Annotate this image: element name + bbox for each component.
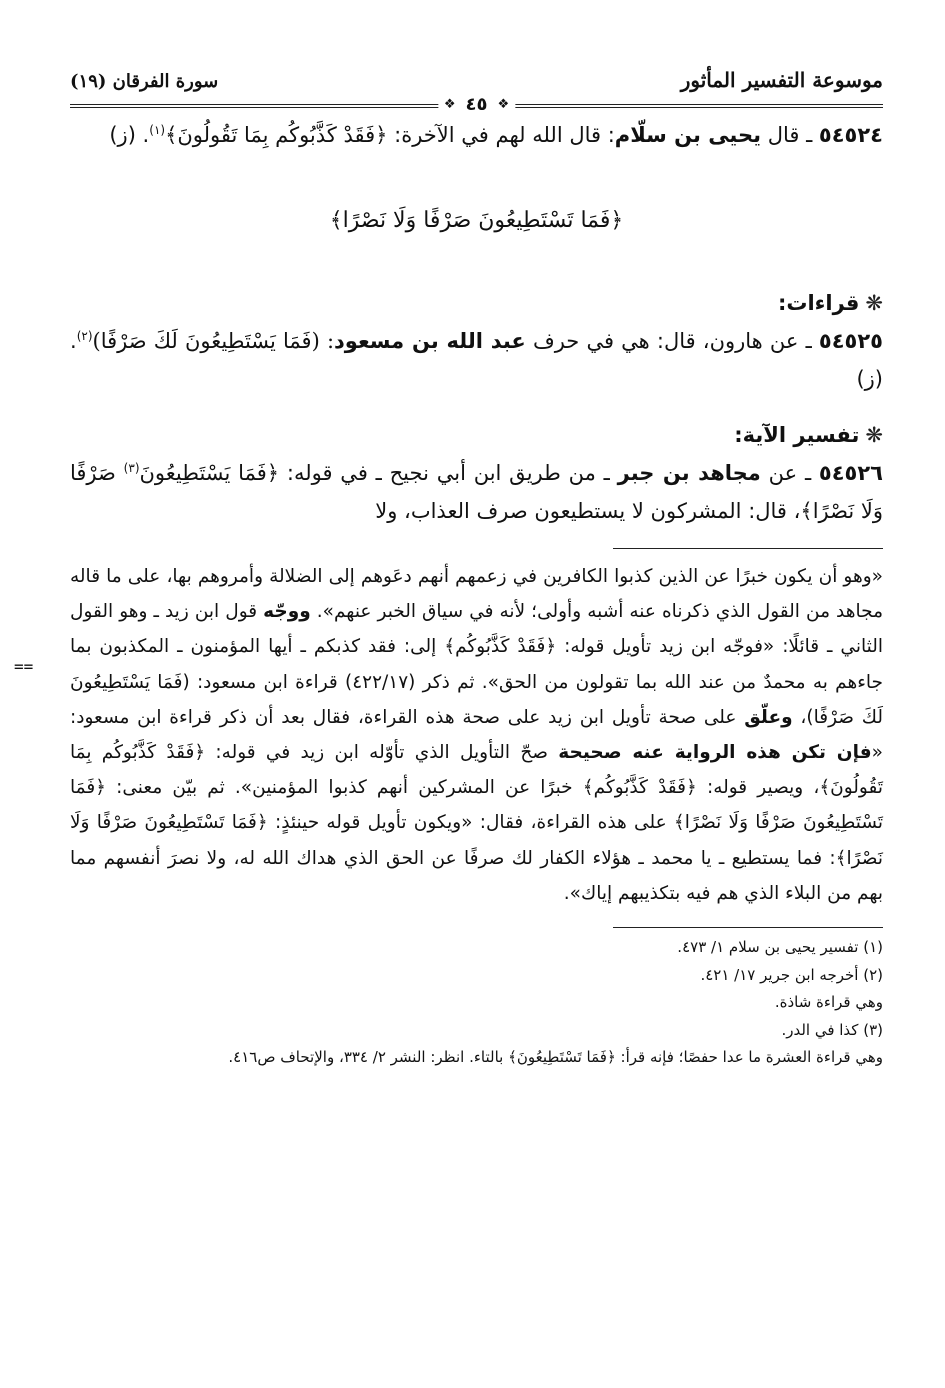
separator-line — [613, 548, 883, 549]
note-bold: وعلّق — [744, 706, 793, 728]
footnote: (٢) أخرجه ابن جرير ١٧/ ٤٢١. — [700, 965, 883, 984]
note-text: «وهو أن يكون خبرًا عن الذين كذبوا الكافرين في زعمهم أنهم دعَوهم إلى الضلالة وأمروهم بها، على ما قاله مجاهد من القول الذي ذكرناه عنه أشبه وأولى؛ لأنه في سياق الخبر عنهم». — [70, 566, 883, 623]
footnote: وهي قراءة شاذة. — [774, 993, 883, 1012]
entry-text: . (ز) — [109, 123, 150, 147]
heading-label: قراءات: — [777, 291, 860, 315]
flower-icon: ❋ — [865, 423, 883, 447]
separator-line — [613, 927, 883, 928]
note-bold: فإن تكن هذه الرواية عنه صحيحة — [558, 742, 872, 764]
entry-number: ٥٤٥٢٥ — [818, 329, 883, 353]
page-number: ٤٥ — [465, 94, 488, 115]
spacer — [70, 398, 883, 416]
entry-text: . (ز) — [70, 329, 883, 391]
entry-54524 — [70, 116, 883, 154]
quran-verse: صَرْفًا وَلَا نَصْرًا﴾ — [70, 461, 883, 523]
note-text: قول ابن زيد ـ وهو القول الثاني ـ قائلًا: «فوجّه ابن زيد تأويل قوله: ﴿فَقَدْ كَذَّبُوكُم﴾ إلى: فقد كذبكم ـ أيها المؤمنون ـ المكذبون بما جاءهم به محمدٌ من عند الله بما تقولون من الحق». ثم ذكر (٤٢٢/١٧) قراءة ابن مسعود: (فَمَا يَسْتَطِيعُونَ لَكَ صَرْفًا)، — [70, 601, 884, 728]
quran-verse: ﴿فَمَا يَسْتَطِيعُونَ — [139, 461, 280, 485]
ornament-icon: ❖ — [497, 97, 510, 112]
header-rule — [70, 94, 883, 116]
narrator-name: مجاهد بن جبر — [617, 461, 761, 485]
entry-text: : قال الله لهم في الآخرة: — [387, 123, 615, 147]
note-bold: ووجّه — [263, 601, 311, 623]
entry-number: ٥٤٥٢٦ — [818, 461, 883, 485]
continuation-marker: == — [14, 657, 34, 676]
entry-text: ـ قال — [761, 123, 819, 147]
footnote: (١) تفسير يحيى بن سلام ١/ ٤٧٣. — [677, 938, 883, 957]
entry-number: ٥٤٥٢٤ — [818, 123, 883, 147]
entry-text: ـ من طريق ابن أبي نجيح ـ في قوله: — [279, 461, 618, 485]
footnote: وهي قراءة العشرة ما عدا حفصًا؛ فإنه قرأ: ﴿فَمَا تَسْتَطِيعُونَ﴾ بالتاء. انظر: النشر ٢/ ٣٣٤، والإتحاف ص٤١٦. — [228, 1048, 883, 1067]
commentary-note — [70, 559, 883, 911]
narrator-name: عبد الله بن مسعود — [334, 329, 526, 353]
note-text: صحّ التأويل الذي تأوّله ابن زيد في قوله: ﴿فَقَدْ كَذَّبُوكُم بِمَا تَقُولُونَ﴾، ويصير قوله: ﴿فَقَدْ كَذَّبُوكُم﴾ خبرًا عن المشركين أنهم كذبوا المؤمنين». ثم بيّن معنى: ﴿فَمَا تَسْتَطِيعُونَ صَرْفًا وَلَا نَصْرًا﴾ على هذه القراءة، فقال: «ويكون تأويل قوله حينئذٍ: ﴿فَمَا تَسْتَطِيعُونَ صَرْفًا وَلَا نَصْرًا﴾: فما يستطيع ـ يا محمد ـ هؤلاء الكفار لك صرفًا عن الحق الذي هداك الله له، ولا نصرَ أنفسهم مما بهم من البلاء الذي هم فيه بتكذيبهم إياك». — [70, 742, 883, 904]
entry-54525 — [70, 322, 883, 398]
surah-title: سورة الفرقان (١٩) — [70, 71, 219, 92]
footnotes — [70, 934, 883, 1072]
header-rule-left — [70, 104, 450, 108]
footnote-ref: (٢) — [76, 329, 93, 343]
entry-text: ، قال: المشركون لا يستطيعون صرف العذاب، ولا — [375, 499, 801, 523]
footnote-ref: (٣) — [123, 461, 140, 475]
header-rule-right — [503, 104, 883, 108]
note-text: على صحة تأويل ابن زيد على صحة هذه القراءة، فقال بعد أن ذكر قراءة ابن مسعود: « — [70, 706, 883, 764]
quran-verse: ﴿فَقَدْ كَذَّبُوكُم بِمَا تَقُولُونَ﴾ — [165, 123, 388, 147]
narrator-name: يحيى بن سلّام — [614, 123, 762, 147]
ornament-icon: ❖ — [443, 97, 456, 112]
verse-heading: ﴿فَمَا تَسْتَطِيعُونَ صَرْفًا وَلَا نَصْرًا﴾ — [329, 208, 624, 233]
heading-label: تفسير الآية: — [734, 423, 860, 447]
footnote-ref: (١) — [149, 123, 166, 137]
running-header — [70, 58, 883, 92]
reading-text: : (فَمَا يَسْتَطِيعُونَ لَكَ صَرْفًا) — [92, 329, 335, 353]
page-number-box — [438, 94, 515, 115]
flower-icon: ❋ — [865, 291, 883, 315]
main-text — [70, 116, 883, 530]
entry-text: ـ عن — [760, 461, 819, 485]
readings-heading — [70, 284, 883, 322]
footnote: (٣) كذا في الدر. — [781, 1020, 883, 1039]
entry-54526 — [70, 454, 883, 530]
tafsir-heading — [70, 416, 883, 454]
entry-text: ـ عن هارون، قال: هي في حرف — [525, 329, 819, 353]
book-title: موسوعة التفسير المأثور — [680, 68, 883, 92]
